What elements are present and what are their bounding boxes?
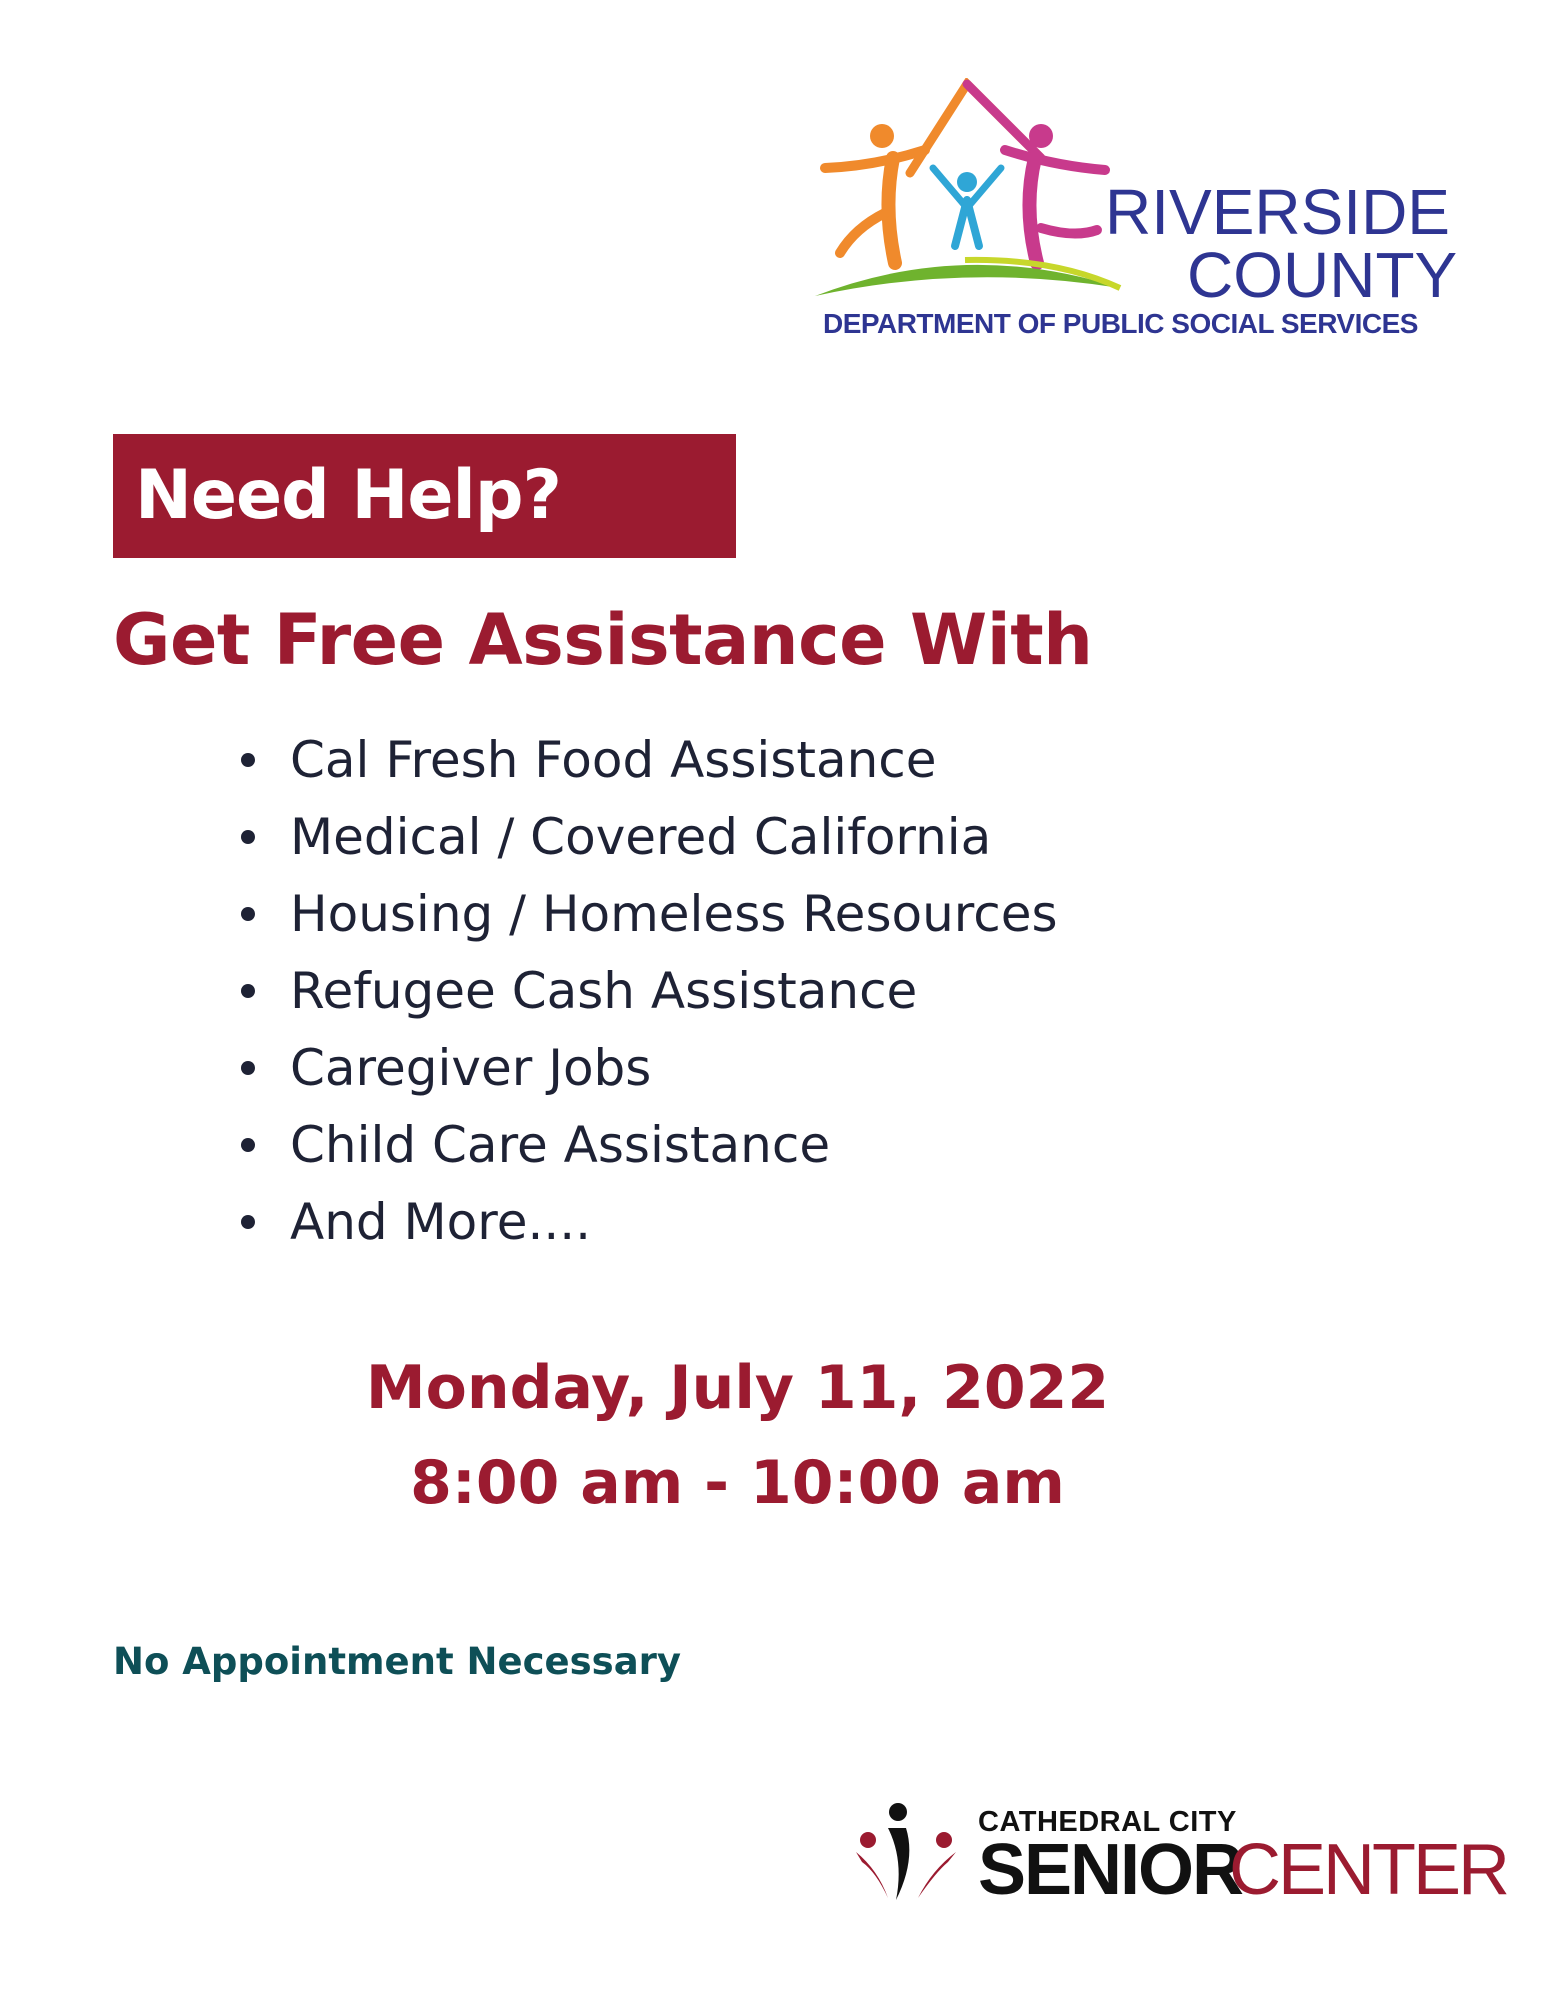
event-date: Monday, July 11, 2022 [365,1353,1110,1423]
service-label: Refugee Cash Assistance [290,962,918,1020]
bullet-icon [241,1061,255,1075]
services-list [230,726,1058,1265]
bullet-icon [241,753,255,767]
senior-center-logo [848,1800,1508,1910]
service-label: Child Care Assistance [290,1116,831,1174]
service-label: Cal Fresh Food Assistance [290,731,937,789]
need-help-banner [113,434,736,558]
list-item [230,803,1058,880]
list-item [230,1111,1058,1188]
service-label: Medical / Covered California [290,808,992,866]
assistance-headline: Get Free Assistance With [113,599,1093,681]
bullet-icon [241,1138,255,1152]
logo-county-text: COUNTY [1187,239,1458,311]
event-time: 8:00 am - 10:00 am [410,1448,1065,1518]
riverside-county-logo [815,78,1475,346]
logo-department-text: DEPARTMENT OF PUBLIC SOCIAL SERVICES [823,308,1418,339]
list-item [230,1034,1058,1111]
list-item [230,1188,1058,1265]
bullet-icon [241,830,255,844]
bullet-icon [241,1215,255,1229]
logo-senior-text: SENIOR [978,1830,1243,1910]
list-item [230,880,1058,957]
logo-cathedral-city-text: CATHEDRAL CITY [978,1806,1237,1838]
list-item [230,726,1058,803]
bullet-icon [241,907,255,921]
service-label: Housing / Homeless Resources [290,885,1058,943]
list-item [230,957,1058,1034]
need-help-label: Need Help? [135,456,561,535]
service-label: Caregiver Jobs [290,1039,652,1097]
logo-center-text: CENTER [1229,1830,1508,1910]
appointment-note: No Appointment Necessary [113,1640,682,1683]
service-label: And More.... [290,1193,592,1251]
bullet-icon [241,984,255,998]
logo-riverside-text: RIVERSIDE [1105,176,1450,248]
people-figures-icon [848,1800,968,1910]
